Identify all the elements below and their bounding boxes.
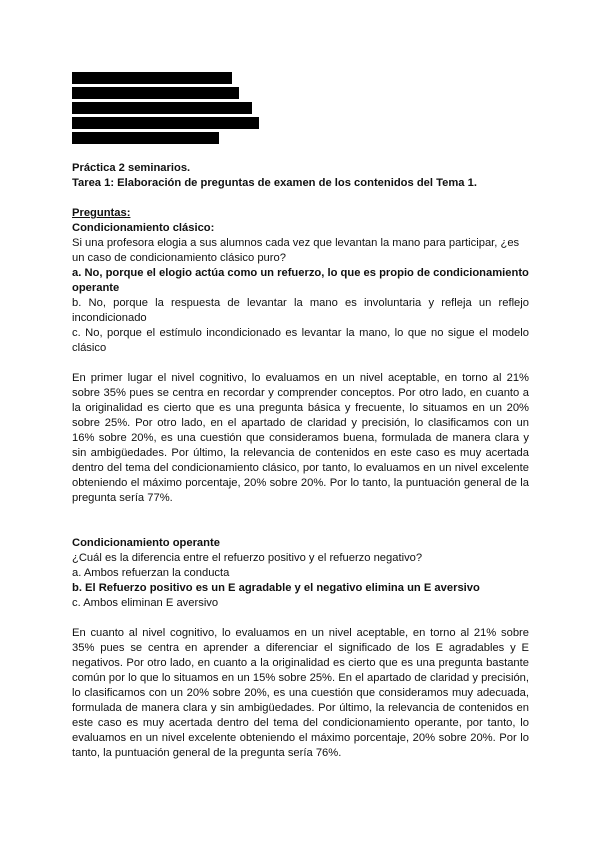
q2-option-a: a. Ambos refuerzan la conducta [72, 567, 230, 579]
redaction-bar [72, 87, 239, 99]
document-page [72, 72, 529, 761]
q1-option-a: a. No, porque el elogio actúa como un refuerzo, lo que es propio de condicionamiento operante [72, 267, 529, 294]
redacted-block [72, 72, 529, 144]
q2-option-b: b. El Refuerzo positivo es un E agradable y el negativo elimina un E aversivo [72, 582, 480, 594]
q1-question: Si una profesora elogia a sus alumnos cada vez que levantan la mano para participar, ¿es un caso de condicionamiento clásico puro? [72, 237, 520, 264]
preguntas-heading: Preguntas: [72, 207, 131, 219]
q2-option-c: c. Ambos eliminan E aversivo [72, 597, 219, 609]
q2-evaluation: En cuanto al nivel cognitivo, lo evaluamos en un nivel aceptable, en torno al 21% sobre 35% pues se centra en aprender a diferenciar el significado de los E agradables y E negativos. Por otro lado, en cuanto a la originalidad es cierto que es una pregunta bastante común por lo que lo situamos en un 15% sobre 25%. En el apartado de claridad y precisión, lo clasificamos con un 20% sobre 20%, es una cuestión que consideramos muy adecuada, formulada de manera clara y sin ambigüedades. Por último, la relevancia de contenidos en este caso es muy acertada dentro del tema del condicionamiento operante, por tanto, lo evaluamos en un nivel excelente obteniendo el máximo porcentaje, 20% sobre 20%. Por lo tanto, la puntuación general de la pregunta sería 76%. [72, 627, 529, 759]
redaction-bar [72, 102, 252, 114]
q1-option-b: b. No, porque la respuesta de levantar la mano es involuntaria y refleja un reflejo incondicionado [72, 297, 529, 324]
redaction-bar [72, 132, 219, 144]
q1-topic: Condicionamiento clásico: [72, 222, 215, 234]
redaction-bar [72, 72, 232, 84]
task-title: Tarea 1: Elaboración de preguntas de examen de los contenidos del Tema 1. [72, 177, 477, 189]
q1-option-c: c. No, porque el estímulo incondicionado es levantar la mano, lo que no sigue el modelo clásico [72, 327, 529, 354]
q2-topic: Condicionamiento operante [72, 537, 220, 549]
q2-question: ¿Cuál es la diferencia entre el refuerzo positivo y el refuerzo negativo? [72, 552, 423, 564]
q1-evaluation: En primer lugar el nivel cognitivo, lo evaluamos en un nivel aceptable, en torno al 21% sobre 35% pues se centra en recordar y comprender conceptos. Por otro lado, en cuanto a la originalidad es cierto que es una pregunta básica y frecuente, lo situamos en un 20% sobre 25%. Por otro lado, en el apartado de claridad y precisión, lo clasificamos con un 16% sobre 20%, es una cuestión que consideramos buena, formulada de manera clara y sin ambigüedades. Por último, la relevancia de contenidos en este caso es muy acertada dentro del tema del condicionamiento clásico, por tanto, lo evaluamos en un nivel excelente obteniendo el máximo porcentaje, 20% sobre 20%. Por lo tanto, la puntuación general de la pregunta sería 77%. [72, 372, 529, 504]
practice-title: Práctica 2 seminarios. [72, 162, 191, 174]
redaction-bar [72, 117, 259, 129]
